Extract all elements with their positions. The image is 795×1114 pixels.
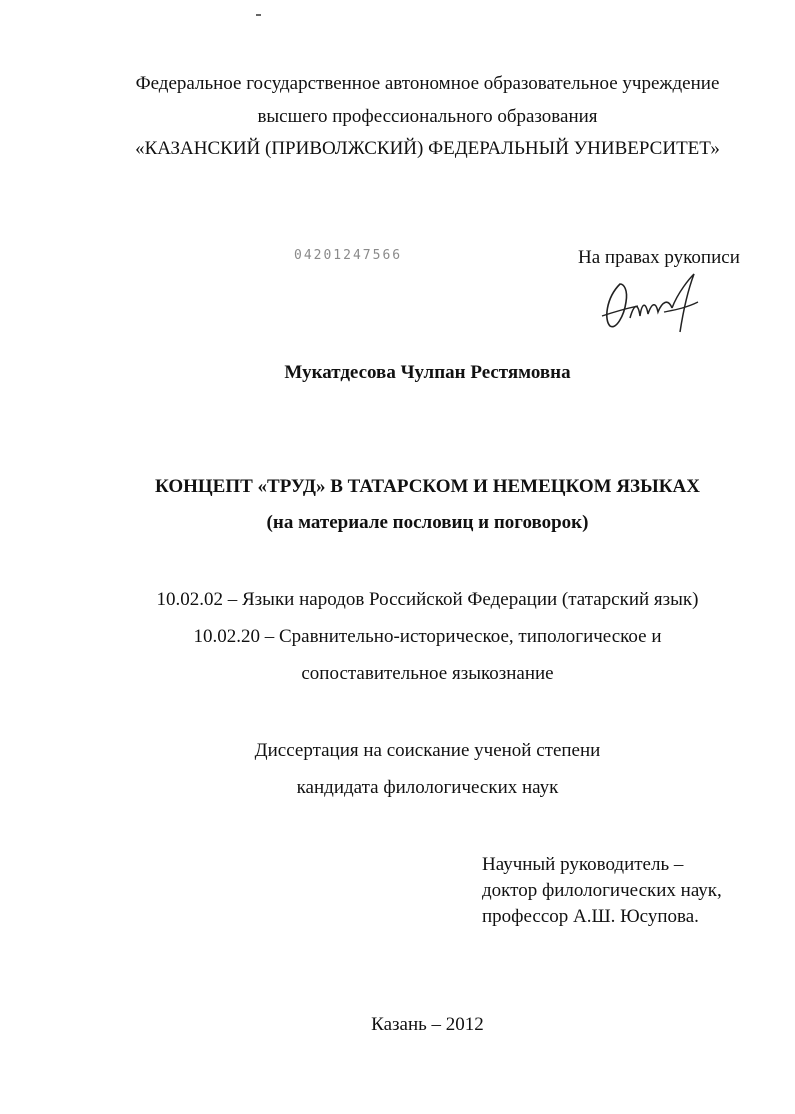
thesis-title: КОНЦЕПТ «ТРУД» В ТАТАРСКОМ И НЕМЕЦКОМ ЯЗЫКАХ xyxy=(155,476,700,497)
specialty-2-line-1: 10.02.20 – Сравнительно-историческое, типологическое и xyxy=(193,626,662,647)
author-name: Мукатдесова Чулпан Рестямовна xyxy=(284,362,571,383)
advisor-name: профессор А.Ш. Юсупова. xyxy=(482,906,699,927)
specialty-1: 10.02.02 – Языки народов Российской Федерации (татарский язык) xyxy=(156,589,699,610)
thesis-subtitle: (на материале пословиц и поговорок) xyxy=(266,512,589,533)
institution-name: «КАЗАНСКИЙ (ПРИВОЛЖСКИЙ) ФЕДЕРАЛЬНЫЙ УНИВЕРСИТЕТ» xyxy=(135,138,720,159)
institution-line-1: Федеральное государственное автономное образовательное учреждение xyxy=(135,73,720,94)
specialty-2-line-2: сопоставительное языкознание xyxy=(301,663,554,684)
scan-mark xyxy=(256,14,261,16)
institution-line-2: высшего профессионального образования xyxy=(257,106,598,127)
city-year: Казань – 2012 xyxy=(371,1014,484,1035)
degree-line-1: Диссертация на соискание ученой степени xyxy=(254,740,601,761)
handwritten-signature-icon xyxy=(598,272,702,338)
advisor-block xyxy=(482,852,722,930)
advisor-degree: доктор филологических наук, xyxy=(482,880,722,901)
advisor-role: Научный руководитель – xyxy=(482,854,684,875)
rights-note: На правах рукописи xyxy=(578,247,740,268)
degree-line-2: кандидата филологических наук xyxy=(296,777,559,798)
archive-code: 04201247566 xyxy=(294,248,403,263)
